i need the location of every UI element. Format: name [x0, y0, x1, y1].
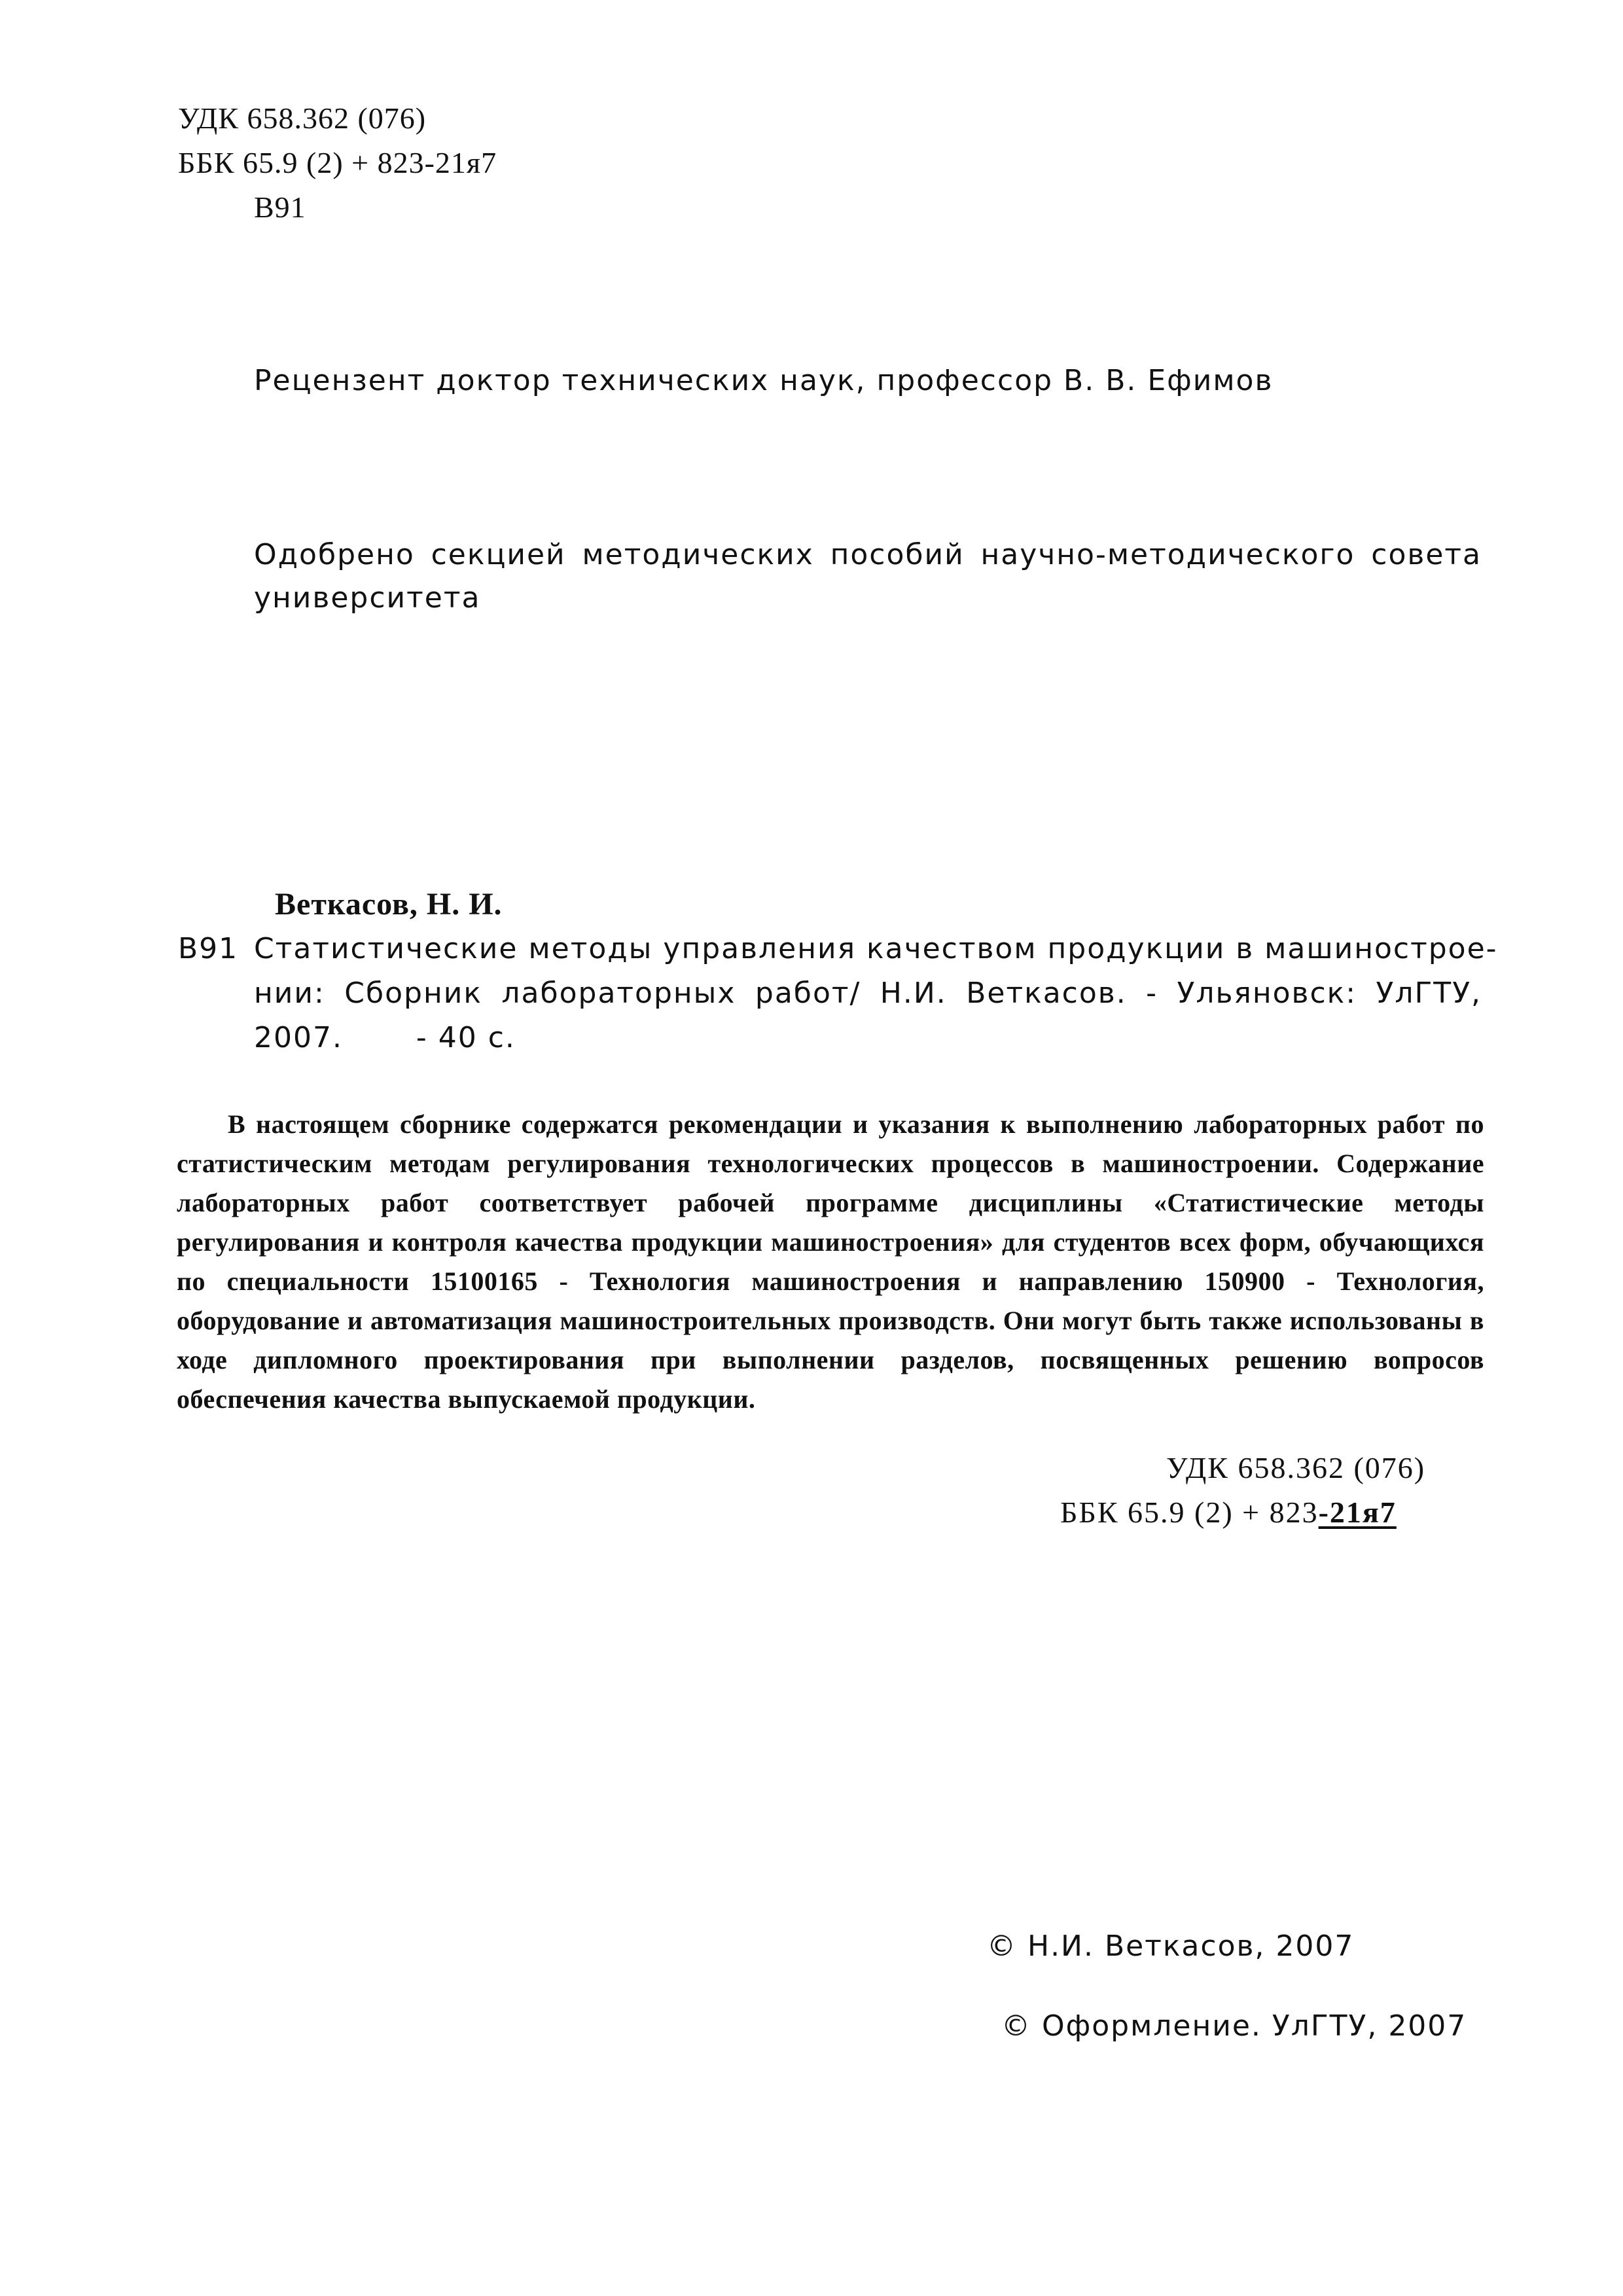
annotation-paragraph: В настоящем сборнике содержатся рекомендации и указания к выполнению лабораторных работ по статистическим методам регулирования технологических процессов в машиностроении. Содержание лабораторных работ соответствует рабочей программе дисциплины «Статистические методы регулирования и контроля качества продукции машиностроения» для студентов всех форм, обучающихся по специальности 15100165 - Технология машиностроения и направлению 150900 - Технология, оборудование и автоматизация машиностроительных производств. Они могут быть также использованы в ходе дипломного проектирования при выполнении разделов, посвященных решению вопросов обеспечения качества выпускаемой продукции.: [177, 1109, 1484, 1414]
bbk-code-bottom: [1060, 1498, 1397, 1528]
bbk-code-bottom-tail: -21я7: [1318, 1496, 1397, 1529]
bibliography-line-1: Статистические методы управления качеством продукции в машинострое-: [254, 932, 1498, 965]
bibliography-line-2: нии: Сборник лабораторных работ/ Н.И. Веткасов. - Ульяновск: УлГТУ,: [254, 977, 1482, 1010]
bibliography-line-3: 2007. - 40 с.: [254, 1021, 516, 1054]
author-mark-top: В91: [254, 190, 306, 224]
copyright-design: © Оформление. УлГТУ, 2007: [1001, 2009, 1467, 2043]
bibliography-code: В91: [178, 932, 239, 965]
bbk-code-bottom-main: ББК 65.9 (2) + 823: [1060, 1496, 1319, 1529]
approval-line-1: Одобрено секцией методических пособий научно-методического совета: [254, 538, 1482, 571]
copyright-author: © Н.И. Веткасов, 2007: [987, 1929, 1355, 1963]
udk-code-top: УДК 658.362 (076): [178, 101, 427, 135]
udk-code-bottom: УДК 658.362 (076): [1166, 1451, 1426, 1484]
approval-line-2: университета: [254, 581, 481, 615]
reviewer-line: Рецензент доктор технических наук, профессор В. В. Ефимов: [254, 364, 1274, 397]
bbk-code-top: ББК 65.9 (2) + 823-21я7: [178, 146, 497, 179]
bibliography-author: Веткасов, Н. И.: [275, 887, 503, 922]
